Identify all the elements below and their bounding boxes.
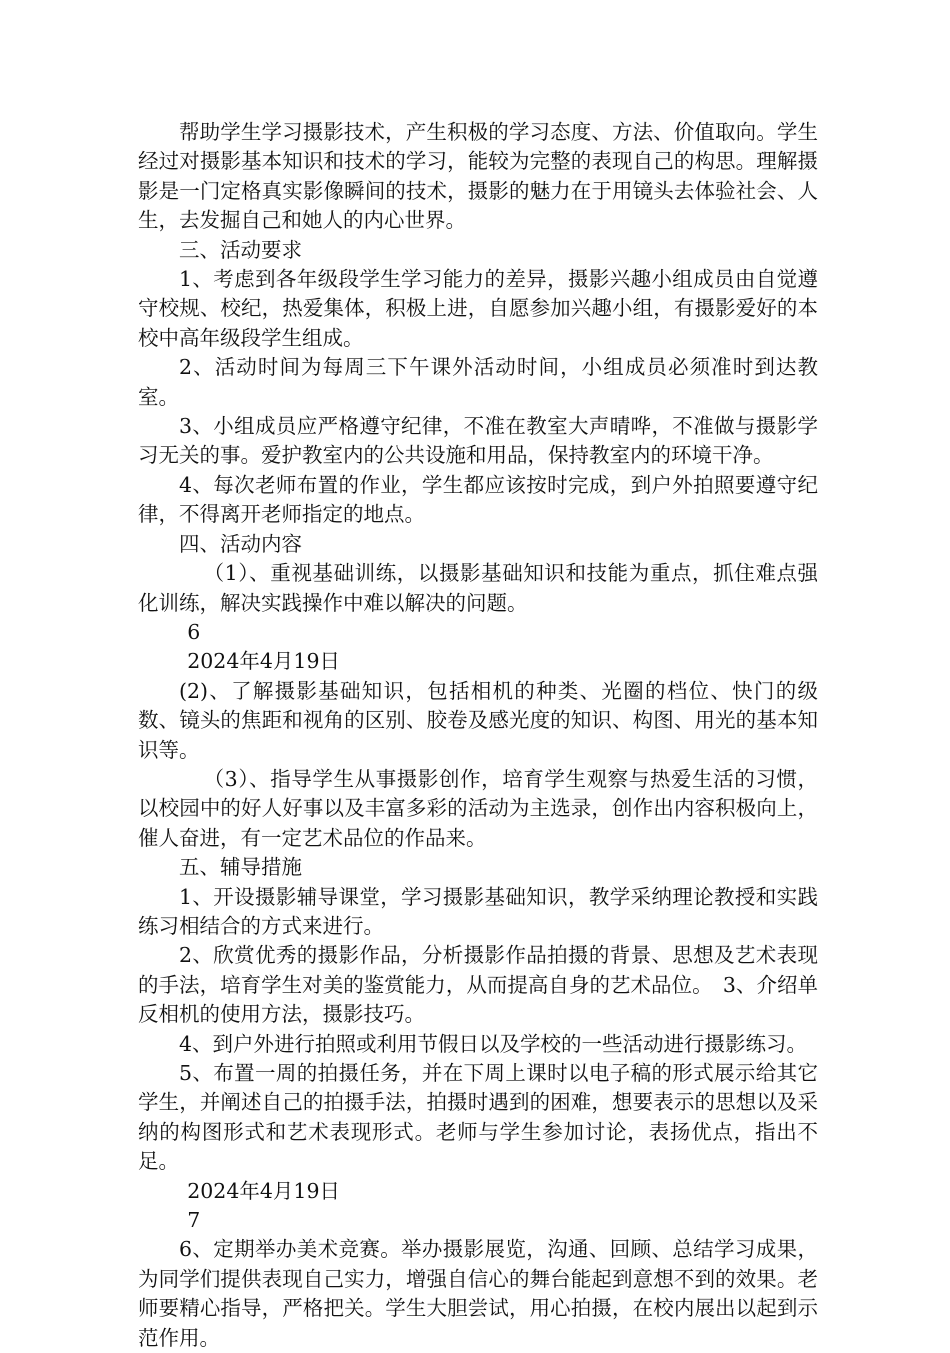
paragraph-requirement-1: 1、考虑到各年级段学生学习能力的差异，摄影兴趣小组成员由自觉遵守校规、校纪，热爱集体，积极上进，自愿参加兴趣小组，有摄影爱好的本校中高年级段学生组成。 [138,267,818,350]
heading-guidance-measures: 五、辅导措施 [179,855,302,880]
paragraph-content-1: （1）、重视基础训练，以摄影基础知识和技能为重点，抓住难点强化训练，解决实践操作中难以解决的问题。 [138,561,818,615]
paragraph-measure-5: 5、布置一周的拍摄任务，并在下周上课时以电子稿的形式展示给其它学生，并阐述自己的拍摄手法，拍摄时遇到的困难，想要表示的思想以及采纳的构图形式和艺术表现形式。老师与学生参加讨论，表扬优点，指出不足。 [138,1061,818,1174]
page-number: 7 [187,1208,201,1233]
paragraph-requirement-2: 2、活动时间为每周三下午课外活动时间，小组成员必须准时到达教室。 [138,355,818,409]
paragraph-measure-2: 2、欣赏优秀的摄影作品，分析摄影作品拍摄的背景、思想及艺术表现的手法，培育学生对美的鉴赏能力，从而提高自身的艺术品位。 3、介绍单反相机的使用方法，摄影技巧。 [138,943,818,1027]
paragraph-measure-6: 6、定期举办美术竞赛。举办摄影展览，沟通、回顾、总结学习成果，为同学们提供表现自己实力，增强自信心的舞台能起到意想不到的效果。老师要精心指导，严格把关。学生大胆尝试，用心拍摄，在校内展出以起到示范作用。 [138,1237,818,1350]
paragraph-content-2: (2)、了解摄影基础知识，包括相机的种类、光圈的档位、快门的级数、镜头的焦距和视角的区别、胶卷及感光度的知识、构图、用光的基本知识等。 [138,678,818,762]
footer-date: 2024年4月19日 [187,1178,340,1203]
page-number: 6 [187,619,201,644]
paragraph-content-3: （3）、指导学生从事摄影创作，培育学生观察与热爱生活的习惯，以校园中的好人好事以及丰富多彩的活动为主选录，创作出内容积极向上，催人奋进，有一定艺术品位的作品来。 [138,766,818,850]
paragraph-measure-1: 1、开设摄影辅导课堂，学习摄影基础知识，教学采纳理论教授和实践练习相结合的方式来进行。 [138,884,818,938]
paragraph-measure-4: 4、到户外进行拍照或利用节假日以及学校的一些活动进行摄影练习。 [179,1031,808,1056]
paragraph-intro: 帮助学生学习摄影技术，产生积极的学习态度、方法、价值取向。学生经过对摄影基本知识和技术的学习，能较为完整的表现自己的构思。理解摄影是一门定格真实影像瞬间的技术，摄影的魅力在于用镜头去体验社会、人生，去发掘自己和她人的内心世界。 [138,120,818,233]
paragraph-requirement-4: 4、每次老师布置的作业，学生都应该按时完成，到户外拍照要遵守纪律，不得离开老师指定的地点。 [138,472,818,527]
paragraph-requirement-3: 3、小组成员应严格遵守纪律，不准在教室大声晴哗，不准做与摄影学习无关的事。爱护教室内的公共设施和用品，保持教室内的环境干净。 [138,414,818,468]
heading-activity-requirements: 三、活动要求 [179,237,302,262]
heading-activity-content: 四、活动内容 [179,531,302,556]
footer-date: 2024年4月19日 [187,649,340,674]
document-body [138,118,818,1353]
